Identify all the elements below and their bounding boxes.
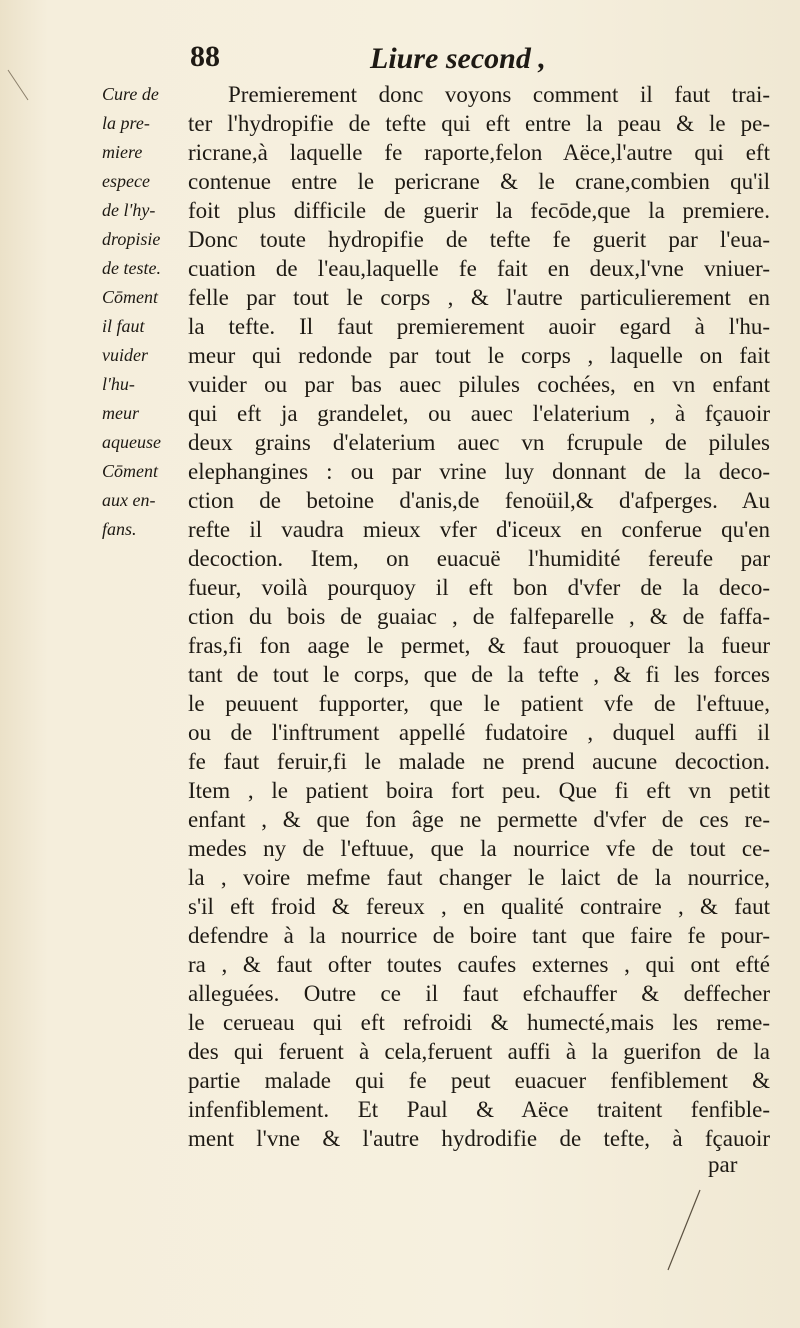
margin-note: de l'hy- [102, 200, 156, 220]
text-line: foit plus difficile de guerir la fecōde,que la premiere. [188, 198, 770, 223]
text-line: Item , le patient boira fort peu. Que fi eft vn petit [188, 778, 770, 803]
text-line: Donc toute hydropifie de tefte fe guerit par l'eua- [188, 227, 770, 252]
text-line: qui eft ja grandelet, ou auec l'elaterium , à fçauoir [188, 401, 770, 426]
text-line: des qui feruent à cela,feruent auffi à la guerifon de la [188, 1039, 770, 1064]
text-line: defendre à la nourrice de boire tant que faire fe pour- [188, 923, 770, 948]
text-line: le cerueau qui eft refroidi & humecté,mais les reme- [188, 1010, 770, 1035]
text-line: alleguées. Outre ce il faut efchauffer & deffecher [188, 981, 770, 1006]
text-line: ra , & faut ofter toutes caufes externes , qui ont efté [188, 952, 770, 977]
text-line: fe faut feruir,fi le malade ne prend aucune decoction. [188, 749, 770, 774]
margin-note: miere [102, 142, 143, 162]
text-line: ment l'vne & l'autre hydrodifie de tefte, à fçauoir [188, 1126, 770, 1151]
text-line: vuider ou par bas auec pilules cochées, en vn enfant [188, 372, 770, 397]
margin-note: meur [102, 403, 139, 423]
text-line: meur qui redonde par tout le corps , laquelle on fait [188, 343, 770, 368]
text-line: s'il eft froid & fereux , en qualité contraire , & faut [188, 894, 770, 919]
margin-note: dropisie [102, 229, 161, 249]
corner-mark-decoration [0, 60, 40, 120]
margin-note: la pre- [102, 113, 150, 133]
text-line: fras,fi fon aage le permet, & faut prouoquer la fueur [188, 633, 770, 658]
margin-note: aux en- [102, 490, 156, 510]
margin-note: Cōment [102, 461, 158, 481]
margin-notes [102, 80, 186, 544]
text-line: le peuuent fupporter, que le patient vfe de l'eftuue, [188, 691, 770, 716]
margin-note: Cōment [102, 287, 158, 307]
margin-note: espece [102, 171, 150, 191]
text-line: tant de tout le corps, que de la tefte , & fi les forces [188, 662, 770, 687]
text-line: ou de l'inftrument appellé fudatoire , duquel auffi il [188, 720, 770, 745]
text-line: medes ny de l'eftuue, que la nourrice vfe de tout ce- [188, 836, 770, 861]
text-line: elephangines : ou par vrine luy donnant de la deco- [188, 459, 770, 484]
ink-mark-decoration [660, 1180, 710, 1280]
margin-note: vuider [102, 345, 148, 365]
text-line: infenfiblement. Et Paul & Aëce traitent fenfible- [188, 1097, 770, 1122]
margin-note: de teste. [102, 258, 161, 278]
text-line: ction de betoine d'anis,de fenoüil,& d'afperges. Au [188, 488, 770, 513]
margin-note: l'hu- [102, 374, 135, 394]
text-line: la , voire mefme faut changer le laict de la nourrice, [188, 865, 770, 890]
text-line: fueur, voilà pourquoy il eft bon d'vfer de la deco- [188, 575, 770, 600]
catchword: par [708, 1152, 738, 1177]
text-line: deux grains d'elaterium auec vn fcrupule de pilules [188, 430, 770, 455]
page-number: 88 [190, 40, 220, 73]
margin-note: Cure de [102, 84, 159, 104]
text-line: enfant , & que fon âge ne permette d'vfer de ces re- [188, 807, 770, 832]
text-line: contenue entre le pericrane & le crane,combien qu'il [188, 169, 770, 194]
text-line: decoction. Item, on euacuë l'humidité fereufe par [188, 546, 770, 571]
text-line: cuation de l'eau,laquelle fe fait en deux,l'vne vniuer- [188, 256, 770, 281]
text-line: refte il vaudra mieux vfer d'iceux en conferue qu'en [188, 517, 770, 542]
text-line: ricrane,à laquelle fe raporte,felon Aëce,l'autre qui eft [188, 140, 770, 165]
text-line: Premierement donc voyons comment il faut trai- [228, 82, 770, 107]
text-line: partie malade qui fe peut euacuer fenfiblement & [188, 1068, 770, 1093]
body-text [188, 80, 770, 1153]
text-line: la tefte. Il faut premierement auoir egard à l'hu- [188, 314, 770, 339]
margin-note: fans. [102, 519, 137, 539]
text-line: felle par tout le corps , & l'autre particulierement en [188, 285, 770, 310]
text-line: ction du bois de guaiac , de falfeparelle , & de faffa- [188, 604, 770, 629]
margin-note: il faut [102, 316, 145, 336]
running-title: Liure second , [370, 42, 546, 75]
text-line: ter l'hydropifie de tefte qui eft entre la peau & le pe- [188, 111, 770, 136]
margin-note: aqueuse [102, 432, 161, 452]
